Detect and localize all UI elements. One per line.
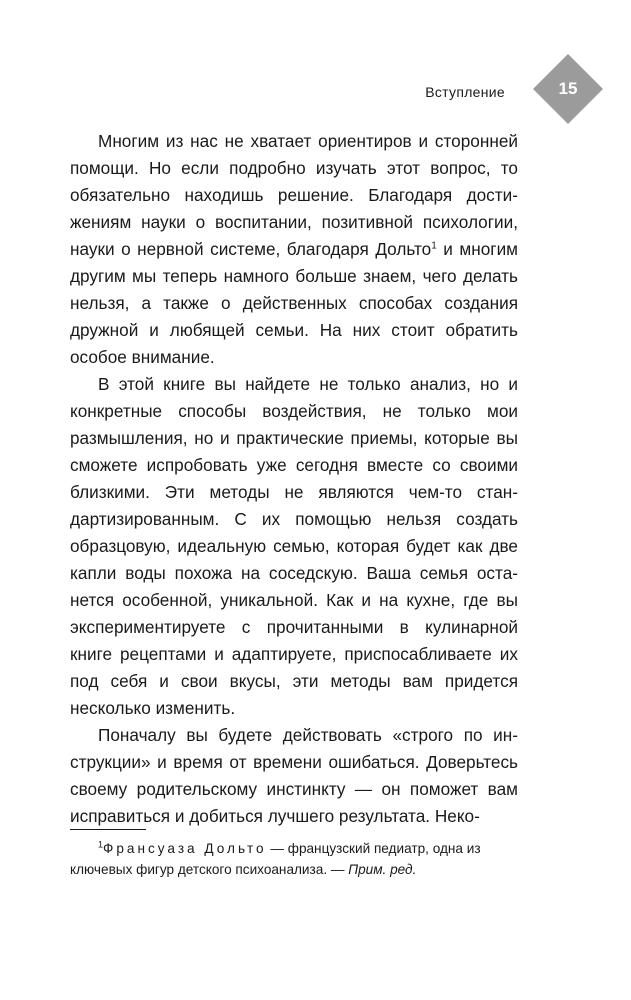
page-number: 15 [558,79,578,98]
footnote-text: — французский педиатр, одна из ключевых фигур детского психоанализа. — [70,841,481,877]
paragraph-1-text-after: и многим другим мы теперь намного больше знаем, чего делать нельзя, а также о действенных способах создания дружной и любящей семьи. На них стоит обратить особое внимание. [70,239,518,367]
editor-note: Прим. ред. [348,862,417,877]
paragraph-2: В этой книге вы найдете не только анализ, но и конкретные способы воздействия, не только мои размышления, но и практические приемы, которые вы сможете испробовать уже сегодня вместе со своими близкими. Эти методы не являются чем-то стандартизированным. С их помощью нельзя создать образцовую, идеальную семью, которая будет как две капли воды похожа на соседскую. Ваша семья останется особенной, уникальной. Как и на кухне, где вы экспериментируете с прочитанными в кулинарной книге рецептами и адаптируете, приспосабливаете их под себя и свои вкусы, эти методы вам придется несколько изменить. [70,374,518,718]
footnote [70,838,518,880]
paragraph-1 [70,128,518,371]
section-title: Вступление [425,84,505,100]
page-header [0,44,631,134]
paragraph-3: Поначалу вы будете действовать «строго по инструкции» и время от времени ошибаться. Доверьтесь своему родительскому инстинкту — он поможет вам исправиться и добиться лучшего результата. Неко- [70,725,518,826]
footnote-number: 1 [98,839,104,850]
main-text [70,128,518,830]
footnote-reference: 1 [431,240,437,252]
footnote-divider [70,829,146,830]
paragraph-1-text-before: Многим из нас не хватает ориентиров и сторонней помощи. Но если подробно изучать этот вопрос, то обязательно находишь решение. Благодаря достижениям науки о воспитании, позитивной психологии, науки о нервной системе, благодаря Дольто [70,131,518,259]
footnote-person-name: Франсуаза Дольто [103,841,267,856]
